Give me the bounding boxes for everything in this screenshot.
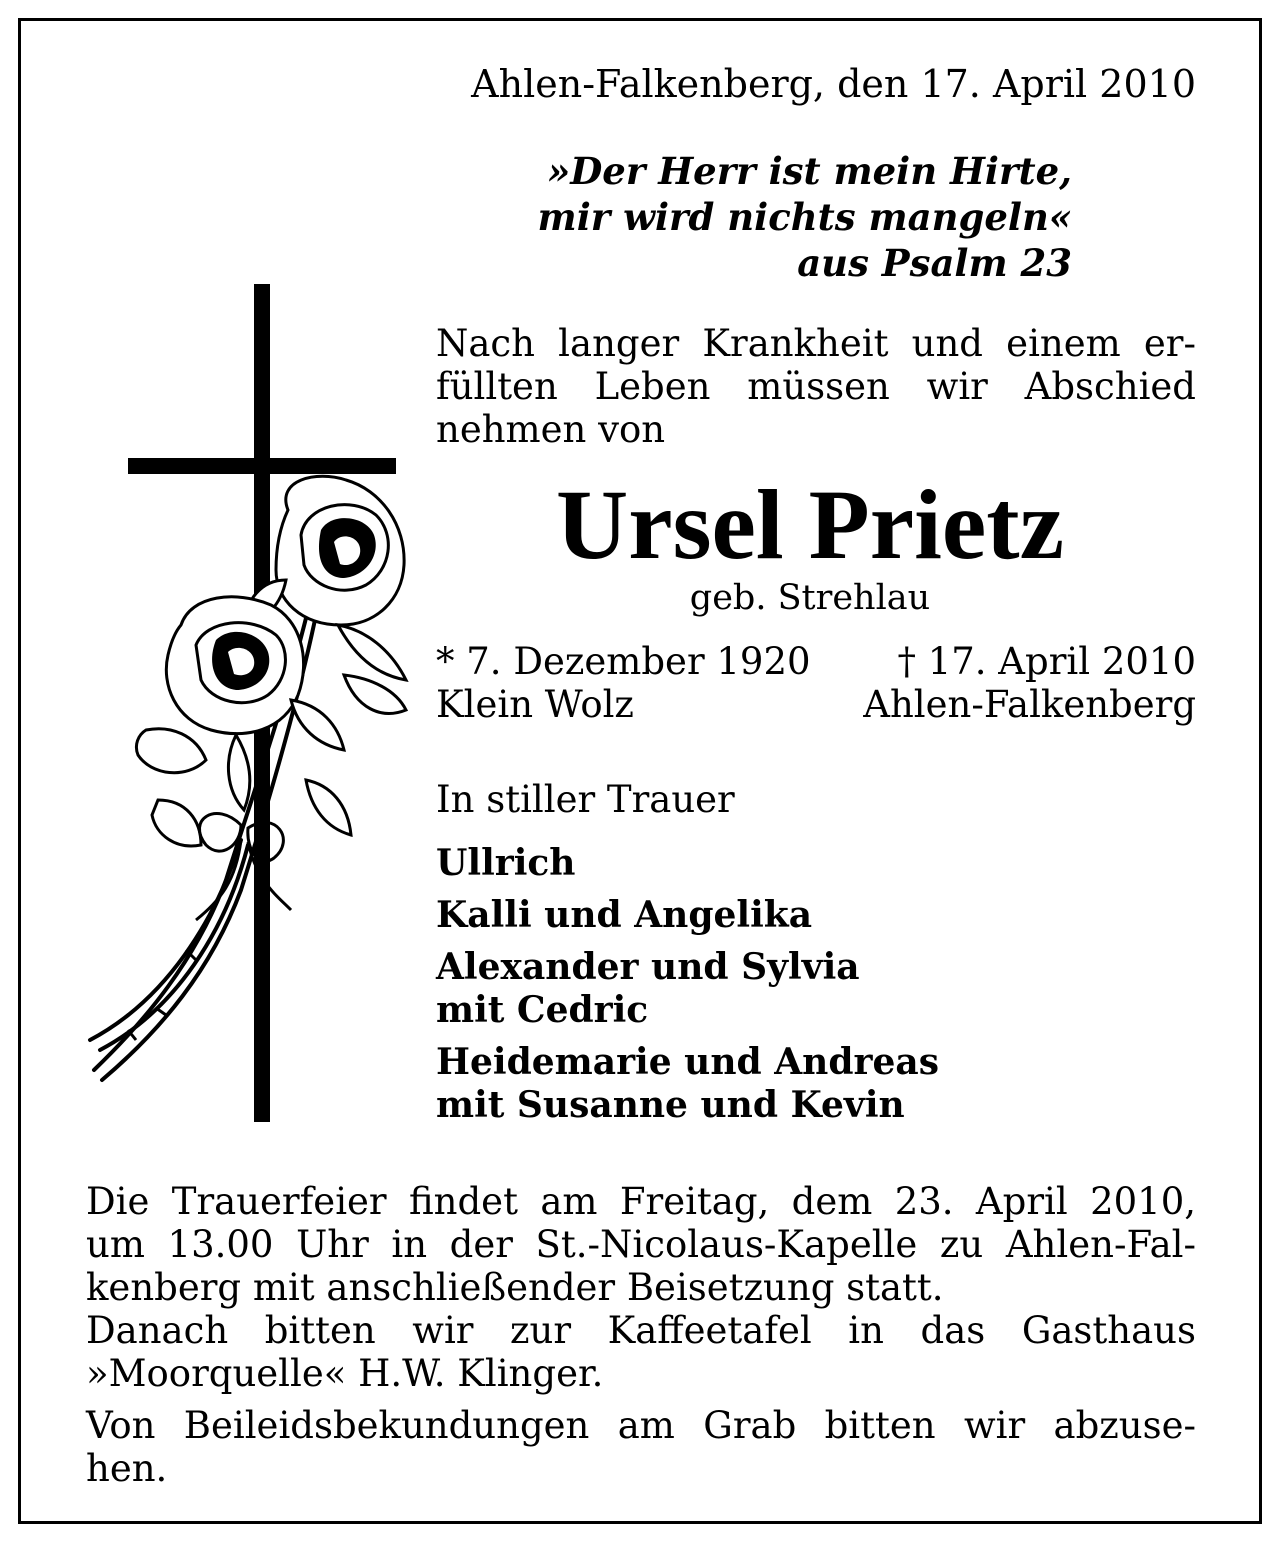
ceremony-line: Danach bitten wir zur Kaffeetafel in das Gasthaus: [86, 1309, 1196, 1352]
place-date: Ahlen-Falkenberg, den 17. April 2010: [471, 62, 1196, 106]
intro-line: Nach langer Krankheit und einem er-: [436, 322, 1196, 365]
mourner-group: [436, 894, 1196, 937]
ceremony-line: Die Trauerfeier findet am Freitag, dem 23. April 2010,: [86, 1180, 1196, 1223]
mourner-line: Ullrich: [436, 842, 576, 884]
mourner-line: mit Susanne und Kevin: [436, 1084, 905, 1126]
mourning-heading: In stiller Trauer: [436, 778, 735, 821]
dates-row: [436, 640, 1196, 683]
ceremony-line: um 13.00 Uhr in der St.-Nicolaus-Kapelle zu Ahlen-Fal-: [86, 1223, 1196, 1266]
mourners-list: [436, 842, 1196, 1136]
condolence-line: hen.: [86, 1447, 168, 1490]
quote-line: mir wird nichts mangeln«: [537, 195, 1072, 239]
life-dates: [436, 640, 1196, 726]
intro-line: füllten Leben müssen wir Abschied: [436, 365, 1196, 408]
psalm-quote: [520, 148, 1072, 286]
intro-text: [436, 322, 1196, 451]
intro-line: nehmen von: [436, 408, 666, 451]
quote-line: »Der Herr ist mein Hirte,: [547, 149, 1072, 193]
maiden-name: geb. Strehlau: [689, 578, 931, 618]
ceremony-text: [86, 1180, 1196, 1395]
death-date: † 17. April 2010: [897, 640, 1196, 683]
ceremony-line: kenberg mit anschließender Beisetzung statt.: [86, 1266, 944, 1309]
cross-with-roses-icon: [76, 280, 416, 1125]
condolence-note: [86, 1404, 1196, 1490]
deceased-name: Ursel Prietz: [555, 469, 1064, 580]
death-place: Ahlen-Falkenberg: [863, 683, 1196, 726]
mourner-line: Alexander und Sylvia: [436, 946, 860, 988]
mourner-group: [436, 842, 1196, 885]
places-row: [436, 683, 1196, 726]
mourner-line: Heidemarie und Andreas: [436, 1041, 939, 1083]
quote-source: aus Psalm 23: [797, 241, 1072, 285]
condolence-line: Von Beileidsbekundungen am Grab bitten wir abzuse-: [86, 1404, 1196, 1447]
birth-place: Klein Wolz: [436, 683, 634, 726]
birth-date: * 7. Dezember 1920: [436, 640, 811, 683]
mourner-line: mit Cedric: [436, 989, 649, 1031]
mourner-group: [436, 1041, 1196, 1127]
ceremony-line: »Moorquelle« H.W. Klinger.: [86, 1352, 604, 1395]
mourner-line: Kalli und Angelika: [436, 894, 813, 936]
mourner-group: [436, 946, 1196, 1032]
